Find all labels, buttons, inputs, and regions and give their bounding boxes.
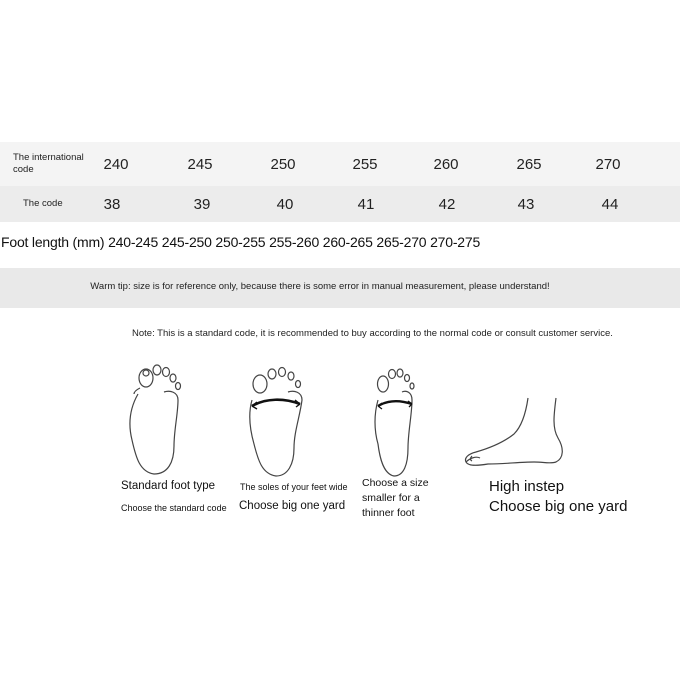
code-row [0,186,680,222]
international-code-cell: 265 [516,156,542,173]
standard-foot-title: Standard foot type [121,480,215,492]
high-instep-advice: Choose big one yard [489,498,628,515]
thin-foot-title-line: smaller for a [362,492,420,504]
code-cell: 41 [357,196,375,213]
wide-foot-icon [244,364,308,480]
international-code-cell: 240 [103,156,129,173]
standard-foot-advice: Choose the standard code [121,503,227,513]
code-cell: 38 [103,196,121,213]
warm-tip-text: Warm tip: size is for reference only, because there is some error in manual measurement, please understand! [90,281,550,292]
international-code-cell: 260 [433,156,459,173]
note-text: Note: This is a standard code, it is recommended to buy according to the normal code or consult customer service. [132,328,613,339]
thin-foot-title-line: thinner foot [362,507,415,519]
international-code-row [0,142,680,186]
code-cell: 42 [438,196,456,213]
code-cell: 44 [601,196,619,213]
thin-foot-icon [370,364,420,480]
thin-foot-title [362,476,429,521]
international-code-cell: 255 [352,156,378,173]
wide-foot-title: The soles of your feet wide [240,482,348,492]
code-cell: 39 [193,196,211,213]
international-code-label: The international code [13,152,84,175]
warm-tip-row [0,268,680,308]
high-instep-title: High instep [489,478,565,495]
foot-length-row [0,222,680,268]
thin-foot-title-line: Choose a size [362,477,429,489]
high-instep-icon [460,394,580,474]
standard-foot-icon [124,362,188,478]
foot-length-text: Foot length (mm) 240-245 245-250 250-255 255-260 260-265 265-270 270-275 [1,234,481,250]
code-label: The code [23,198,63,209]
code-cell: 40 [276,196,294,213]
international-code-cell: 245 [187,156,213,173]
wide-foot-advice: Choose big one yard [239,500,346,512]
foot-type-section [0,308,680,540]
international-code-cell: 270 [595,156,621,173]
code-cell: 43 [517,196,535,213]
international-code-cell: 250 [270,156,296,173]
